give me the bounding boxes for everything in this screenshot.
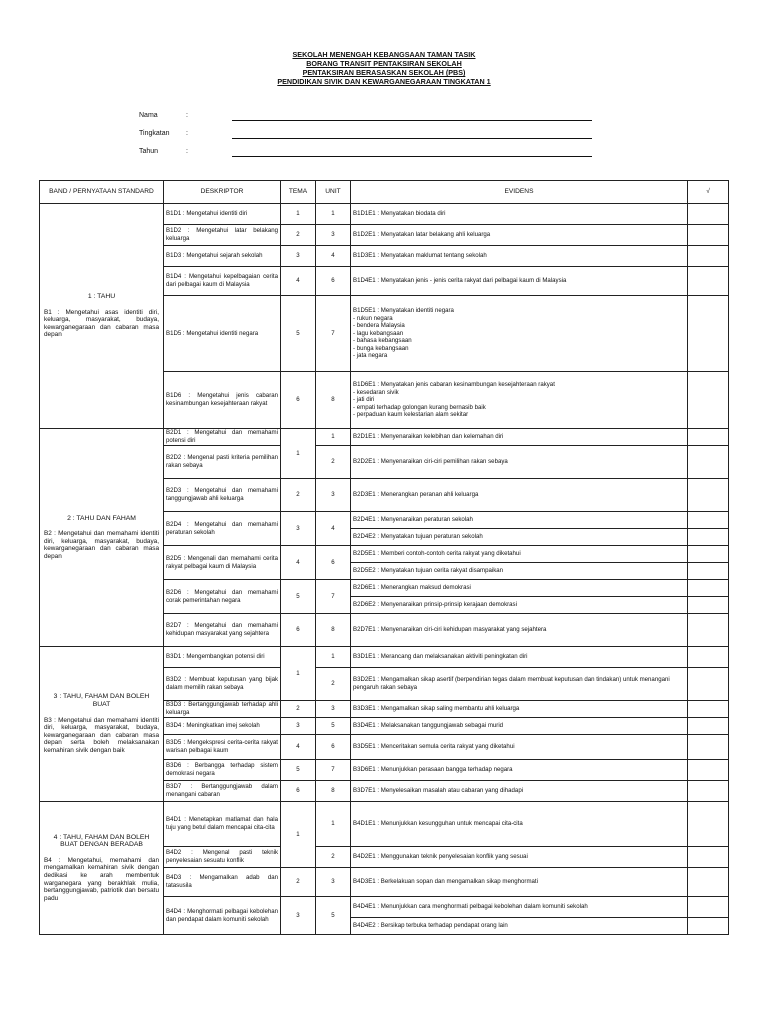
unit-cell: 8 <box>316 614 351 647</box>
descriptor-cell: B1D5 : Mengetahui identiti negara <box>164 296 281 372</box>
check-cell[interactable] <box>688 563 729 580</box>
unit-cell: 8 <box>316 372 351 429</box>
tema-cell: 3 <box>281 718 316 735</box>
evidens-cell <box>351 701 688 718</box>
unit-cell: 1 <box>316 204 351 225</box>
evidens-cell <box>351 802 688 847</box>
evidens-line: B2D6E2 : Menyenaraikan prinsip-prinsip kerajaan demokrasi <box>353 601 517 609</box>
unit-cell: 5 <box>316 897 351 935</box>
descriptor-cell: B3D7 : Bertanggungjawab dalam menangani cabaran <box>164 781 281 802</box>
evidens-line: B1D5E1 : Menyatakan identiti negara <box>353 306 454 314</box>
name-input-line[interactable] <box>232 120 592 121</box>
check-cell[interactable] <box>688 868 729 897</box>
evidens-line: B3D4E1 : Melaksanakan tanggungjawab sebagai murid <box>353 722 504 730</box>
tema-cell: 1 <box>281 647 316 701</box>
evidens-line: - lagu kebangsaan <box>353 329 404 337</box>
band-standard: B1 : Mengetahui asas identiti diri, keluarga, masyarakat, budaya, kewarganegaraan dan cabaran masa depan <box>44 308 159 339</box>
check-cell[interactable] <box>688 897 729 918</box>
tema-cell: 2 <box>281 868 316 897</box>
form-level-label: Tingkatan <box>139 130 170 137</box>
unit-cell: 2 <box>316 446 351 479</box>
evidens-line: - rukun negara <box>353 314 393 322</box>
unit-cell: 8 <box>316 781 351 802</box>
descriptor-cell: B3D1 : Mengembangkan potensi diri <box>164 647 281 668</box>
check-cell[interactable] <box>688 647 729 668</box>
assessment-title: PENTAKSIRAN BERASASKAN SEKOLAH (PBS) <box>302 68 466 77</box>
descriptor-cell: B4D1 : Menetapkan matlamat dan hala tuju yang betul dalam mencapai cita-cita <box>164 802 281 847</box>
evidens-cell <box>351 597 688 614</box>
descriptor-cell: B2D5 : Mengenali dan memahami cerita rakyat pelbagai kaum di Malaysia <box>164 546 281 580</box>
check-cell[interactable] <box>688 735 729 760</box>
tema-cell: 6 <box>281 372 316 429</box>
check-cell[interactable] <box>688 597 729 614</box>
unit-cell: 3 <box>316 225 351 246</box>
check-cell[interactable] <box>688 580 729 597</box>
check-cell[interactable] <box>688 512 729 529</box>
tema-cell: 2 <box>281 479 316 512</box>
check-cell[interactable] <box>688 668 729 701</box>
band-standard: B3 : Mengetahui dan memahami identiti diri, keluarga, masyarakat, budaya, kewarganegaraan dan cabaran masa depan serta boleh melaksanakan kemahiran sivik dengan baik <box>44 716 159 754</box>
school-name: SEKOLAH MENENGAH KEBANGSAAN TAMAN TASIK <box>292 50 476 59</box>
check-cell[interactable] <box>688 918 729 935</box>
band-cell <box>40 647 164 802</box>
evidens-cell <box>351 225 688 246</box>
band-cell <box>40 204 164 429</box>
unit-column-header: UNIT <box>316 181 351 204</box>
table-row <box>40 204 729 225</box>
tema-cell: 3 <box>281 897 316 935</box>
evidens-cell <box>351 429 688 446</box>
assessment-table <box>39 180 729 935</box>
check-cell[interactable] <box>688 429 729 446</box>
year-label: Tahun <box>139 148 159 155</box>
band-cell <box>40 429 164 647</box>
unit-cell: 5 <box>316 718 351 735</box>
unit-cell: 7 <box>316 580 351 614</box>
check-cell[interactable] <box>688 296 729 372</box>
evidens-line: B4D4E2 : Bersikap terbuka terhadap pendapat orang lain <box>353 922 508 930</box>
evidens-cell <box>351 512 688 529</box>
descriptor-cell: B3D5 : Mengekspresi cerita-cerita rakyat warisan pelbagai kaum <box>164 735 281 760</box>
evidens-cell <box>351 718 688 735</box>
unit-cell: 3 <box>316 479 351 512</box>
document-header <box>0 50 768 86</box>
subject-title: PENDIDIKAN SIVIK DAN KEWARGANEGARAAN TINGKATAN 1 <box>277 77 491 86</box>
tema-cell: 4 <box>281 546 316 580</box>
evidens-cell <box>351 918 688 935</box>
descriptor-cell: B2D3 : Mengetahui dan memahami tanggungjawab ahli keluarga <box>164 479 281 512</box>
evidens-cell <box>351 735 688 760</box>
evidens-line: B1D2E1 : Menyatakan latar belakang ahli keluarga <box>353 231 491 239</box>
descriptor-cell: B4D3 : Mengamalkan adab dan tatasusila <box>164 868 281 897</box>
unit-cell: 1 <box>316 802 351 847</box>
name-colon: : <box>186 112 188 119</box>
unit-cell: 6 <box>316 267 351 296</box>
check-cell[interactable] <box>688 246 729 267</box>
evidens-line: B2D4E2 : Menyatakan tujuan peraturan sekolah <box>353 533 483 541</box>
evidens-line: B3D5E1 : Menceritakan semula cerita rakyat yang diketahui <box>353 743 515 751</box>
unit-cell: 7 <box>316 296 351 372</box>
evidens-cell <box>351 847 688 868</box>
evidens-cell <box>351 897 688 918</box>
evidens-line: B4D2E1 : Menggunakan teknik penyelesaian konflik yang sesuai <box>353 853 528 861</box>
evidens-line: B4D3E1 : Berkelakuan sopan dan mengamalkan sikap menghormati <box>353 878 538 886</box>
name-label: Nama <box>139 112 158 119</box>
descriptor-cell: B1D6 : Mengetahui jenis cabaran kesinambungan kesejahteraan rakyat <box>164 372 281 429</box>
evidens-cell <box>351 647 688 668</box>
table-row <box>40 647 729 668</box>
evidens-cell <box>351 267 688 296</box>
tema-column-header: TEMA <box>281 181 316 204</box>
band-title: 1 : TAHU <box>87 293 116 301</box>
band-column-header: BAND / PERNYATAAN STANDARD <box>40 181 164 204</box>
evidens-cell <box>351 246 688 267</box>
evidens-line: B3D2E1 : Mengamalkan sikap asertif (berpendirian tegas dalam membuat keputusan dan tindakan) untuk menangani pengaruh rakan sebaya <box>353 676 670 691</box>
tema-cell: 2 <box>281 225 316 246</box>
evidens-line: B2D6E1 : Menerangkan maksud demokrasi <box>353 584 471 592</box>
descriptor-cell: B3D2 : Membuat keputusan yang bijak dalam memilih rakan sebaya <box>164 668 281 701</box>
evidens-cell <box>351 868 688 897</box>
evidens-cell <box>351 204 688 225</box>
unit-cell: 1 <box>316 429 351 446</box>
band-standard: B4 : Mengetahui, memahami dan mengamalkan kemahiran sivik dengan dedikasi ke arah membentuk warganegara yang berakhlak mulia, bertanggungjawab, patriotik dan bersatu padu <box>44 856 159 902</box>
table-row <box>40 429 729 446</box>
evidens-line: B2D2E1 : Menyenaraikan ciri-ciri pemilihan rakan sebaya <box>353 458 508 466</box>
evidens-line: B3D6E1 : Menunjukkan perasaan bangga terhadap negara <box>353 766 513 774</box>
descriptor-cell: B4D2 : Mengenal pasti teknik penyelesaian sesuatu konflik <box>164 847 281 868</box>
unit-cell: 1 <box>316 647 351 668</box>
evidens-cell <box>351 296 688 372</box>
unit-cell: 4 <box>316 246 351 267</box>
unit-cell: 7 <box>316 760 351 781</box>
descriptor-cell: B2D4 : Mengetahui dan memahami peraturan sekolah <box>164 512 281 546</box>
unit-cell: 2 <box>316 668 351 701</box>
check-cell[interactable] <box>688 529 729 546</box>
check-cell[interactable] <box>688 614 729 647</box>
tema-cell: 5 <box>281 760 316 781</box>
evidens-cell <box>351 668 688 701</box>
evidens-cell <box>351 546 688 563</box>
evidens-cell <box>351 781 688 802</box>
tema-cell: 3 <box>281 246 316 267</box>
descriptor-cell: B2D2 : Mengenal pasti kriteria pemilihan rakan sebaya <box>164 446 281 479</box>
evidens-cell <box>351 446 688 479</box>
descriptor-cell: B1D2 : Mengetahui latar belakang keluarga <box>164 225 281 246</box>
unit-cell: 2 <box>316 847 351 868</box>
unit-cell: 6 <box>316 546 351 580</box>
unit-cell: 3 <box>316 868 351 897</box>
check-cell[interactable] <box>688 847 729 868</box>
evidens-cell <box>351 372 688 429</box>
table-header-row <box>40 181 729 204</box>
evidens-line: B2D4E1 : Menyenaraikan peraturan sekolah <box>353 516 473 524</box>
check-cell[interactable] <box>688 479 729 512</box>
check-cell[interactable] <box>688 267 729 296</box>
year-input-line[interactable] <box>232 156 592 157</box>
tema-cell: 2 <box>281 701 316 718</box>
tema-cell: 1 <box>281 429 316 479</box>
band-title: 2 : TAHU DAN FAHAM <box>67 514 136 522</box>
descriptor-cell: B3D3 : Bertanggungjawab terhadap ahli keluarga <box>164 701 281 718</box>
check-cell[interactable] <box>688 372 729 429</box>
form-level-input-line[interactable] <box>232 138 592 139</box>
evidens-line: B2D5E2 : Menyatakan tujuan cerita rakyat disampaikan <box>353 567 504 575</box>
descriptor-cell: B1D3 : Mengetahui sejarah sekolah <box>164 246 281 267</box>
evidens-line: B1D4E1 : Menyatakan jenis - jenis cerita rakyat dari pelbagai kaum di Malaysia <box>353 277 567 285</box>
check-cell[interactable] <box>688 546 729 563</box>
band-title: 3 : TAHU, FAHAM DAN BOLEH BUAT <box>53 693 150 709</box>
tema-cell: 5 <box>281 296 316 372</box>
tema-cell: 3 <box>281 512 316 546</box>
evidens-cell <box>351 614 688 647</box>
evidens-cell <box>351 760 688 781</box>
evidens-line: - empati terhadap golongan kurang bernasib baik <box>353 403 486 411</box>
band-standard: B2 : Mengetahui dan memahami identiti diri, keluarga, masyarakat, budaya, kewarganegaraan dan cabaran masa depan <box>44 530 159 560</box>
descriptor-cell: B2D1 : Mengetahui dan memahami potensi diri <box>164 429 281 446</box>
descriptor-column-header: DESKRIPTOR <box>164 181 281 204</box>
evidens-line: B3D1E1 : Merancang dan melaksanakan aktiviti peningkatan diri <box>353 653 528 661</box>
tema-cell: 1 <box>281 204 316 225</box>
descriptor-cell: B3D4 : Meningkatkan imej sekolah <box>164 718 281 735</box>
evidens-line: - jati diri <box>353 396 375 404</box>
tema-cell: 1 <box>281 802 316 868</box>
descriptor-cell: B1D4 : Mengetahui kepelbagaian cerita dari pelbagai kaum di Malaysia <box>164 267 281 296</box>
descriptor-cell: B2D6 : Mengetahui dan memahami corak pemerintahan negara <box>164 580 281 614</box>
evidens-line: B1D6E1 : Menyatakan jenis cabaran kesinambungan kesejahteraan rakyat <box>353 381 555 389</box>
unit-cell: 6 <box>316 735 351 760</box>
evidens-line: B2D3E1 : Menerangkan peranan ahli keluarga <box>353 491 479 499</box>
evidens-line: - kesedaran sivik <box>353 388 399 396</box>
descriptor-cell: B2D7 : Mengetahui dan memahami kehidupan masyarakat yang sejahtera <box>164 614 281 647</box>
evidens-line: B4D4E1 : Menunjukkan cara menghormati pelbagai kebolehan dalam komuniti sekolah <box>353 903 588 911</box>
evidens-line: B4D1E1 : Menunjukkan kesungguhan untuk mencapai cita-cita <box>353 820 523 828</box>
evidens-column-header: EVIDENS <box>351 181 688 204</box>
check-cell[interactable] <box>688 760 729 781</box>
evidens-line: - jata negara <box>353 352 388 360</box>
form-level-colon: : <box>186 130 188 137</box>
evidens-line: - bunga kebangsaan <box>353 344 409 352</box>
evidens-line: B1D1E1 : Menyatakan biodata diri <box>353 210 446 218</box>
band-title: 4 : TAHU, FAHAM DAN BOLEH BUAT DENGAN BERADAB <box>53 833 150 849</box>
unit-cell: 4 <box>316 512 351 546</box>
check-cell[interactable] <box>688 781 729 802</box>
check-cell[interactable] <box>688 701 729 718</box>
evidens-cell <box>351 529 688 546</box>
unit-cell: 3 <box>316 701 351 718</box>
evidens-cell <box>351 479 688 512</box>
check-cell[interactable] <box>688 204 729 225</box>
tema-cell: 6 <box>281 781 316 802</box>
table-row <box>40 802 729 847</box>
evidens-line: B2D5E1 : Memberi contoh-contoh cerita rakyat yang diketahui <box>353 550 521 558</box>
evidens-cell <box>351 580 688 597</box>
evidens-line: B3D7E1 : Menyelesaikan masalah atau cabaran yang dihadapi <box>353 787 524 795</box>
tema-cell: 5 <box>281 580 316 614</box>
band-cell <box>40 802 164 935</box>
check-cell[interactable] <box>688 446 729 479</box>
evidens-line: - bendera Malaysia <box>353 322 405 330</box>
check-cell[interactable] <box>688 225 729 246</box>
check-cell[interactable] <box>688 802 729 847</box>
check-column-header: √ <box>688 181 729 204</box>
evidens-line: - perpaduan kaum kelestarian alam sekitar <box>353 411 469 419</box>
evidens-cell <box>351 563 688 580</box>
tema-cell: 4 <box>281 735 316 760</box>
evidens-line: B1D3E1 : Menyatakan maklumat tentang sekolah <box>353 252 487 260</box>
form-title: BORANG TRANSIT PENTAKSIRAN SEKOLAH <box>306 59 462 68</box>
descriptor-cell: B1D1 : Mengetahui identiti diri <box>164 204 281 225</box>
evidens-line: B3D3E1 : Mengamalkan sikap saling membantu ahli keluarga <box>353 705 520 713</box>
descriptor-cell: B3D6 : Berbangga terhadap sistem demokrasi negara <box>164 760 281 781</box>
year-colon: : <box>186 148 188 155</box>
tema-cell: 6 <box>281 614 316 647</box>
tema-cell: 4 <box>281 267 316 296</box>
evidens-line: B2D7E1 : Menyenaraikan ciri-ciri kehidupan masyarakat yang sejahtera <box>353 626 547 634</box>
evidens-line: - bahasa kebangsaan <box>353 337 412 345</box>
check-cell[interactable] <box>688 718 729 735</box>
evidens-line: B2D1E1 : Menyenaraikan kelebihan dan kelemahan diri <box>353 433 504 441</box>
descriptor-cell: B4D4 : Menghormati pelbagai kebolehan dan pendapat dalam komuniti sekolah <box>164 897 281 935</box>
